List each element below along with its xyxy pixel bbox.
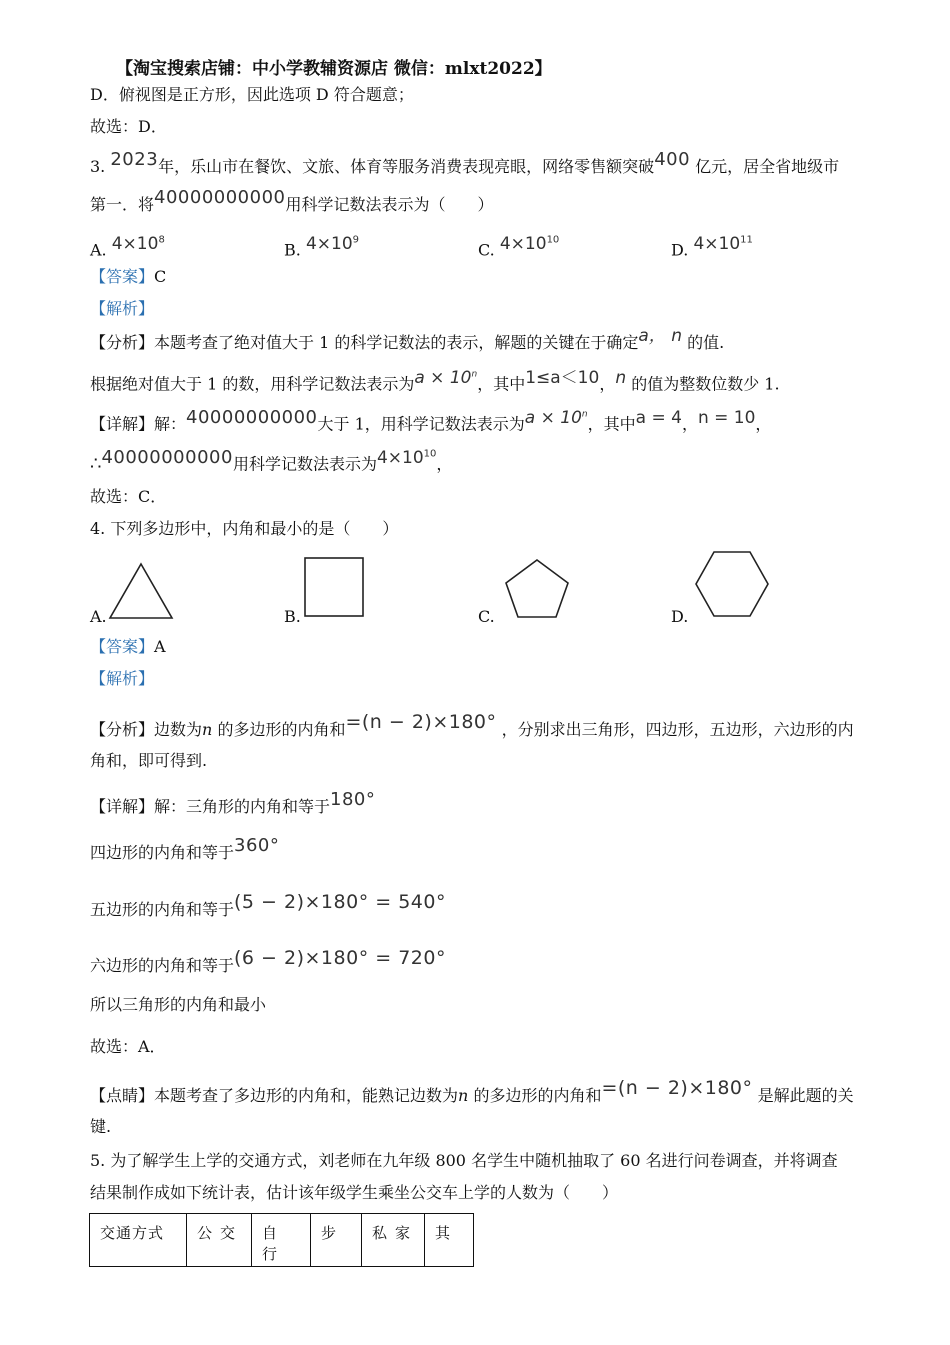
q3-xiangjie-formula: $a \times 10^n$ bbox=[524, 407, 588, 428]
q4-option-a-label: A. bbox=[90, 607, 107, 626]
q4-fenxi-tag: 【分析】 bbox=[90, 720, 155, 739]
q3-option-d-label: D. bbox=[671, 240, 689, 260]
hexagon-icon bbox=[692, 548, 772, 620]
q3-rule-range: 1≤a＜10 bbox=[525, 367, 600, 388]
q3-stem-text2b: 用科学记数法表示为（ ） bbox=[285, 195, 494, 214]
q2-option-d-explanation: D．俯视图是正方形，因此选项 D 符合题意； bbox=[90, 85, 414, 104]
q4-xiangjie bbox=[90, 789, 376, 818]
table-cell: 步 bbox=[311, 1214, 362, 1267]
q3-option-a-label: A. bbox=[90, 240, 107, 260]
q3-therefore-val: $4\times 10^{10}$ bbox=[376, 447, 437, 468]
q3-option-c bbox=[478, 233, 560, 262]
q3-rule-n: n bbox=[615, 367, 627, 388]
q3-stem-line1 bbox=[90, 149, 840, 178]
q5-table bbox=[89, 1213, 474, 1267]
q4-fenxi-c: ，分别求出三角形，四边形，五边形，六边形的内 bbox=[501, 720, 854, 739]
q4-answer-tag: 【答案】 bbox=[90, 637, 155, 656]
q3-fenxi-end: 的值. bbox=[687, 333, 725, 352]
q3-number: 3. bbox=[90, 157, 106, 176]
q3-fenxi-vars: a， n bbox=[638, 326, 682, 346]
q3-option-d bbox=[671, 233, 753, 262]
q4-triangle-sum: 180° bbox=[330, 789, 376, 810]
q3-stem-text1b: 亿元，居全省地级市 bbox=[695, 157, 840, 176]
q3-therefore-end: ， bbox=[436, 454, 453, 474]
q4-dianjing-formula: =(n − 2)×180° bbox=[601, 1077, 753, 1099]
q3-rule bbox=[90, 367, 780, 396]
q3-therefore-text: 用科学记数法表示为 bbox=[232, 454, 377, 474]
q3-option-d-value: $4\times 10^{11}$ bbox=[693, 233, 753, 254]
q3-analysis-tag: 【解析】 bbox=[90, 299, 155, 318]
table-cell: 自行 bbox=[252, 1214, 311, 1267]
q4-dianjing bbox=[90, 1077, 854, 1107]
table-cell: 其 bbox=[425, 1214, 474, 1267]
q3-option-b-label: B. bbox=[284, 240, 301, 260]
q3-rule-a: 根据绝对值大于 1 的数，用科学记数法表示为 bbox=[90, 374, 415, 394]
q3-option-a bbox=[90, 233, 165, 262]
q3-answer-value: C bbox=[154, 267, 167, 286]
q3-xiangjie-b: 大于 1，用科学记数法表示为 bbox=[317, 414, 525, 434]
q4-hex-text: 六边形的内角和等于 bbox=[90, 956, 235, 975]
q4-pent-sum: (5 − 2)×180° = 540° bbox=[234, 891, 446, 913]
q4-analysis-tag: 【解析】 bbox=[90, 669, 155, 688]
q4-xiangjie-tag: 【详解】 bbox=[90, 797, 155, 816]
q3-year: 2023 bbox=[110, 149, 159, 170]
therefore-symbol: ∴ bbox=[90, 453, 102, 475]
q4-dianjing-line2: 键. bbox=[90, 1117, 112, 1136]
q4-option-c-label: C. bbox=[478, 607, 495, 626]
q4-dianjing-tag: 【点睛】 bbox=[90, 1086, 155, 1105]
q3-xiangjie-tag: 【详解】 bbox=[90, 414, 155, 434]
q4-fenxi-formula: =(n − 2)×180° bbox=[345, 711, 497, 733]
q2-choice: 故选：D． bbox=[90, 117, 167, 136]
q3-option-b bbox=[284, 233, 360, 262]
q3-fenxi-text: 本题考查了绝对值大于 1 的科学记数法的表示，解题的关键在于确定 bbox=[154, 333, 639, 352]
page-header-banner: 【淘宝搜索店铺：中小学教辅资源店 微信：mlxt2022】 bbox=[116, 59, 552, 79]
q3-xiangjie bbox=[90, 406, 772, 436]
table-cell: 公交 bbox=[187, 1214, 252, 1267]
q4-pent-text: 五边形的内角和等于 bbox=[90, 900, 235, 919]
q3-rule-b: ，其中 bbox=[477, 374, 526, 394]
pentagon-icon bbox=[502, 556, 572, 620]
q4-hex-sum: (6 − 2)×180° = 720° bbox=[234, 947, 446, 969]
q4-option-d-label: D. bbox=[671, 607, 689, 626]
q3-option-c-label: C. bbox=[478, 240, 495, 260]
q3-xiangjie-sep: ， bbox=[681, 414, 698, 434]
q4-fenxi-n: n bbox=[202, 720, 213, 739]
q4-xiangjie-a: 解：三角形的内角和等于 bbox=[154, 797, 331, 816]
q3-answer bbox=[90, 266, 166, 288]
q4-quad-text: 四边形的内角和等于 bbox=[90, 843, 235, 862]
triangle-icon bbox=[106, 560, 176, 622]
q3-therefore-num: 40000000000 bbox=[101, 446, 233, 468]
q4-dianjing-b: 的多边形的内角和 bbox=[473, 1086, 602, 1105]
q3-fenxi bbox=[90, 326, 725, 354]
table-cell: 交通方式 bbox=[90, 1214, 187, 1267]
q3-amount: 400 bbox=[654, 149, 691, 170]
q3-xiangjie-num: 40000000000 bbox=[186, 406, 318, 428]
q4-choice: 故选：A． bbox=[90, 1037, 166, 1056]
q4-quad-sum: 360° bbox=[234, 835, 280, 856]
q3-xiangjie-a: 解： bbox=[154, 414, 187, 434]
q4-stem: 4. 下列多边形中，内角和最小的是（ ） bbox=[90, 519, 399, 538]
q3-big-number: 40000000000 bbox=[154, 187, 286, 208]
q4-answer bbox=[90, 636, 166, 658]
q4-dianjing-c: 是解此题的关 bbox=[757, 1086, 854, 1105]
q3-stem-text1a: 年，乐山市在餐饮、文旅、体育等服务消费表现亮眼，网络零售额突破 bbox=[158, 157, 655, 176]
q4-hex bbox=[90, 947, 446, 977]
q3-rule-d: 的值为整数位数少 1. bbox=[631, 374, 780, 394]
q4-dianjing-n: n bbox=[458, 1086, 469, 1105]
q4-fenxi-line2: 角和，即可得到. bbox=[90, 751, 208, 770]
q3-xiangjie-c: ，其中 bbox=[587, 414, 636, 434]
q4-conclusion: 所以三角形的内角和最小 bbox=[90, 995, 267, 1014]
q3-stem-text2a: 第一．将 bbox=[90, 195, 155, 214]
q4-pent bbox=[90, 891, 446, 921]
q3-option-c-value: $4\times 10^{10}$ bbox=[499, 233, 560, 254]
q3-rule-c: ， bbox=[599, 374, 616, 394]
q3-stem-line2 bbox=[90, 187, 494, 216]
q3-option-a-value: $4\times 10^8$ bbox=[111, 233, 165, 254]
q5-stem-line1: 5. 为了解学生上学的交通方式，刘老师在九年级 800 名学生中随机抽取了 60 名进行问卷调查，并将调查 bbox=[90, 1151, 838, 1170]
q5-stem-line2: 结果制作成如下统计表，估计该年级学生乘坐公交车上学的人数为（ ） bbox=[90, 1183, 619, 1202]
q3-therefore bbox=[90, 446, 453, 476]
table-cell: 私家 bbox=[362, 1214, 425, 1267]
q3-fenxi-tag: 【分析】 bbox=[90, 333, 155, 352]
q4-option-b-label: B. bbox=[284, 607, 301, 626]
q3-choice: 故选：C． bbox=[90, 487, 167, 506]
q3-xiangjie-n-val: n = 10 bbox=[697, 407, 756, 428]
q3-xiangjie-a-val: a = 4 bbox=[635, 407, 682, 428]
q4-fenxi-a: 边数为 bbox=[154, 720, 203, 739]
q3-option-b-value: $4\times 10^9$ bbox=[305, 233, 360, 254]
q3-rule-formula: $a \times 10^n$ bbox=[414, 367, 478, 388]
table-row bbox=[90, 1214, 474, 1267]
q3-xiangjie-end: ， bbox=[755, 414, 772, 434]
q4-fenxi-b: 的多边形的内角和 bbox=[217, 720, 346, 739]
q4-fenxi bbox=[90, 711, 854, 741]
q4-dianjing-a: 本题考查了多边形的内角和，能熟记边数为 bbox=[154, 1086, 459, 1105]
q4-answer-value: A bbox=[154, 637, 166, 656]
q3-answer-tag: 【答案】 bbox=[90, 267, 155, 286]
square-icon bbox=[302, 555, 366, 619]
q4-quad bbox=[90, 835, 280, 864]
